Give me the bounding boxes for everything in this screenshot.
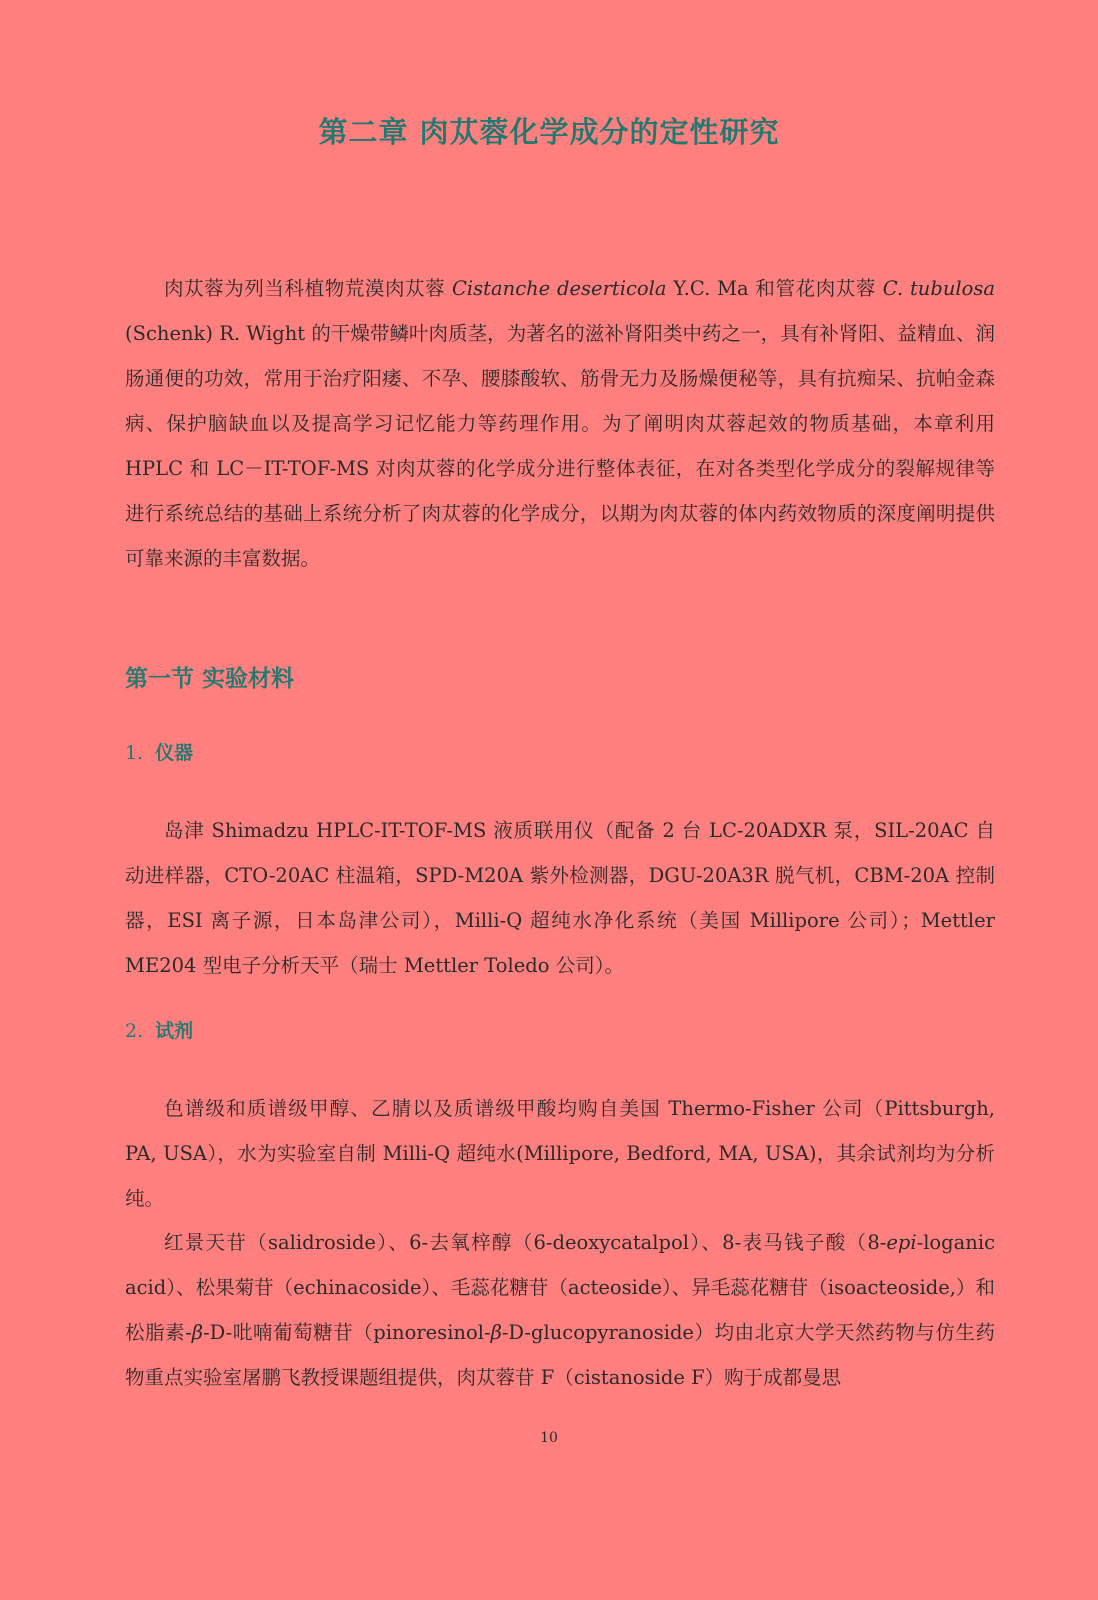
epi-prefix: epi	[886, 1231, 917, 1254]
instruments-paragraph	[125, 808, 995, 988]
standards-text-1: 红景天苷（salidroside）、6-去氧梓醇（6-deoxycatalpol）、8-表马钱子酸（8-	[164, 1231, 887, 1254]
instruments-text: 岛津 Shimadzu HPLC-IT-TOF-MS 液质联用仪（配备 2 台 LC-20ADXR 泵，SIL-20AC 自动进样器，CTO-20AC 柱温箱，SPD-M20A 紫外检测器，DGU-20A3R 脱气机，CBM-20A 控制器，ESI 离子源，日本岛津公司），Milli-Q 超纯水净化系统（美国 Millipore 公司）；Mettler ME204 型电子分析天平（瑞士 Mettler Toledo 公司）。	[125, 819, 995, 977]
subheading-text: 仪器	[155, 742, 194, 764]
standards-text-3: -D-吡喃葡萄糖苷（pinoresinol-	[203, 1321, 491, 1344]
reagents-paragraph	[125, 1086, 995, 1221]
subheading-reagents	[125, 1016, 193, 1043]
reagents-text: 色谱级和质谱级甲醇、乙腈以及质谱级甲酸均购自美国 Thermo-Fisher 公司（Pittsburgh, PA, USA），水为实验室自制 Milli-Q 超纯水(Millipore, Bedford, MA, USA)，其余试剂均为分析纯。	[125, 1097, 995, 1210]
species-name-2: C. tubulosa	[882, 277, 996, 300]
subheading-instruments	[125, 738, 193, 765]
intro-text-3: (Schenk) R. Wight 的干燥带鳞叶肉质茎，为著名的滋补肾阳类中药之一，具有补肾阳、益精血、润肠通便的功效，常用于治疗阳痿、不孕、腰膝酸软、筋骨无力及肠燥便秘等，具有抗痴呆、抗帕金森病、保护脑缺血以及提高学习记忆能力等药理作用。为了阐明肉苁蓉起效的物质基础，本章利用 HPLC 和 LC－IT-TOF-MS 对肉苁蓉的化学成分进行整体表征，在对各类型化学成分的裂解规律等进行系统总结的基础上系统分析了肉苁蓉的化学成分，以期为肉苁蓉的体内药效物质的深度阐明提供可靠来源的丰富数据。	[125, 322, 995, 570]
standards-paragraph	[125, 1220, 995, 1400]
species-name-1: Cistanche deserticola	[452, 277, 667, 300]
beta-symbol: β	[191, 1321, 204, 1344]
subheading-number: 2.	[125, 1020, 144, 1042]
standards-text-2: -loganic acid）、松果菊苷（echinacoside）、毛蕊花糖苷（acteoside）、异毛蕊花糖苷（isoacteoside,）和松脂素-	[125, 1231, 995, 1344]
intro-paragraph	[125, 266, 995, 581]
beta-symbol: β	[490, 1321, 502, 1344]
intro-text-1: 肉苁蓉为列当科植物荒漠肉苁蓉	[164, 277, 453, 300]
intro-text-2: Y.C. Ma 和管花肉苁蓉	[666, 277, 883, 300]
standards-text-4: -D-glucopyranoside）均由北京大学天然药物与仿生药物重点实验室屠鹏飞教授课题组提供，肉苁蓉苷 F（cistanoside F）购于成都曼思	[125, 1321, 996, 1389]
subheading-text: 试剂	[155, 1020, 194, 1042]
page-number: 10	[540, 1430, 558, 1446]
section-title: 第一节 实验材料	[125, 666, 295, 692]
chapter-title: 第二章 肉苁蓉化学成分的定性研究	[318, 115, 780, 149]
subheading-number: 1.	[125, 742, 144, 764]
